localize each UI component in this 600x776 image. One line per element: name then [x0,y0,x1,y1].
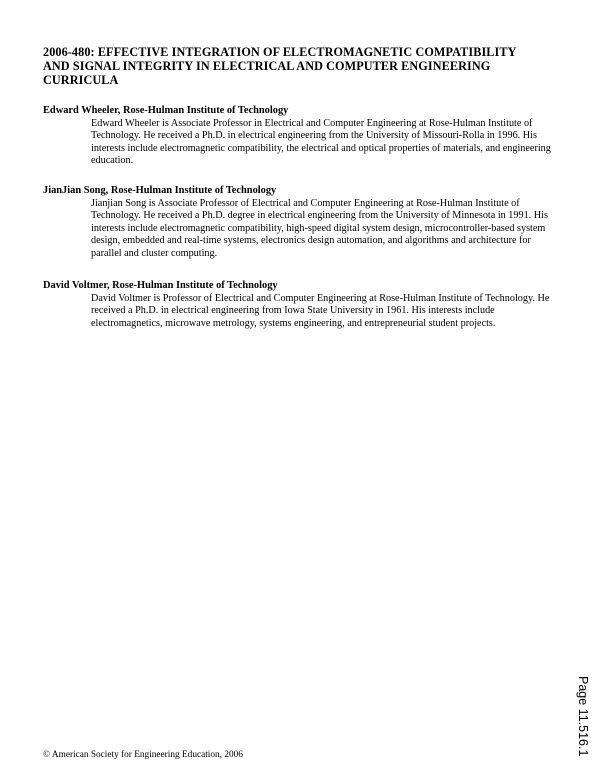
author-name: David Voltmer, Rose-Hulman Institute of Technology [43,280,278,291]
author-bio: David Voltmer is Professor of Electrical and Computer Engineering at Rose-Hulman Institute of Technology. He received a Ph.D. in electrical engineering from Iowa State University in 1961. His interests include electromagnetics, microwave metrology, systems engineering, and entrepreneurial student projects. [91,292,550,329]
copyright-footer: © American Society for Engineering Education, 2006 [43,750,243,760]
author-block [43,185,563,260]
author-name: Edward Wheeler, Rose-Hulman Institute of Technology [43,105,289,116]
author-name: JianJian Song, Rose-Hulman Institute of Technology [43,185,277,196]
page-number: Page 11.516.1 [576,676,590,757]
author-block [43,105,563,168]
paper-title: 2006-480: EFFECTIVE INTEGRATION OF ELECTROMAGNETIC COMPATIBILITY AND SIGNAL INTEGRITY IN ELECTRICAL AND COMPUTER ENGINEERING CURRICULA [43,45,517,87]
author-block [43,280,563,330]
author-bio: Jianjian Song is Associate Professor of Electrical and Computer Engineering at Rose-Hulman Institute of Technology. He received a Ph.D. degree in electrical engineering from the University of Minnesota in 1991. His interests include electromagnetic compatibility, high-speed digital system design, microcontroller-based system design, embedded and real-time systems, electronics design automation, and algorithms and architecture for parallel and cluster computing. [91,197,548,259]
author-bio: Edward Wheeler is Associate Professor in Electrical and Computer Engineering at Rose-Hulman Institute of Technology. He received a Ph.D. in electrical engineering from the University of Missouri-Rolla in 1996. His interests include electromagnetic compatibility, the electrical and optical properties of materials, and engineering education. [91,117,551,167]
